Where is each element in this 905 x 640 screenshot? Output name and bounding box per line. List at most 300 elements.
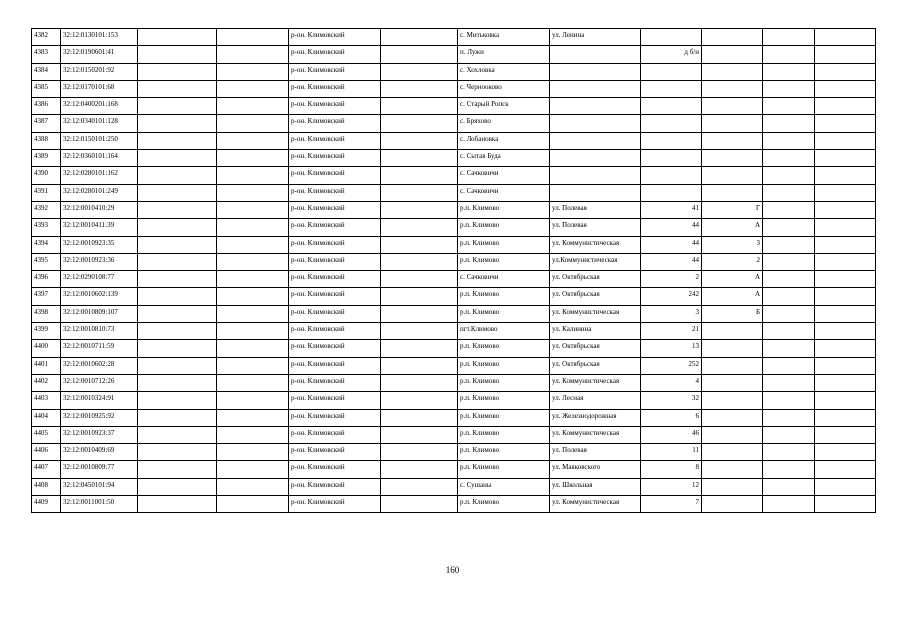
empty-cell [815, 374, 876, 391]
table-row [32, 340, 876, 357]
empty-cell [381, 305, 458, 322]
empty-cell [381, 184, 458, 201]
table-row [32, 461, 876, 478]
cadastral-number-cell: 32:12:0130101:153 [61, 29, 138, 46]
settlement-cell: с. Сачковичи [458, 167, 550, 184]
street-cell: ул.Коммунистическая [550, 253, 641, 270]
building-letter-cell [702, 29, 763, 46]
house-number-cell: 242 [641, 288, 702, 305]
table-row [32, 80, 876, 97]
empty-cell [381, 357, 458, 374]
cadastral-number-cell: 32:12:0150201:92 [61, 63, 138, 80]
house-number-cell [641, 80, 702, 97]
table-row [32, 426, 876, 443]
settlement-cell: с. Сушаны [458, 478, 550, 495]
empty-cell [381, 288, 458, 305]
empty-cell [217, 132, 289, 149]
cadastral-number-cell: 32:12:0011001:50 [61, 496, 138, 513]
table-row [32, 201, 876, 218]
empty-cell [217, 271, 289, 288]
table-row [32, 167, 876, 184]
row-number-cell: 4405 [32, 426, 61, 443]
empty-cell [381, 98, 458, 115]
empty-cell [217, 340, 289, 357]
empty-cell [815, 271, 876, 288]
empty-cell [815, 478, 876, 495]
district-cell: р-он. Климовский [289, 98, 381, 115]
empty-cell [138, 184, 217, 201]
street-cell: ул. Октябрьская [550, 288, 641, 305]
empty-cell [763, 392, 815, 409]
settlement-cell: с. Лобановка [458, 132, 550, 149]
house-number-cell: д б/н [641, 46, 702, 63]
cadastral-number-cell: 32:12:0010602:28 [61, 357, 138, 374]
building-letter-cell [702, 63, 763, 80]
district-cell: р-он. Климовский [289, 461, 381, 478]
empty-cell [217, 236, 289, 253]
cadastral-number-cell: 32:12:0010409:69 [61, 444, 138, 461]
row-number-cell: 4382 [32, 29, 61, 46]
empty-cell [217, 478, 289, 495]
building-letter-cell [702, 340, 763, 357]
settlement-cell: р.п. Климово [458, 409, 550, 426]
building-letter-cell: Б [702, 305, 763, 322]
table-row [32, 409, 876, 426]
settlement-cell: р.п. Климово [458, 340, 550, 357]
empty-cell [815, 288, 876, 305]
building-letter-cell: А [702, 219, 763, 236]
empty-cell [381, 29, 458, 46]
empty-cell [217, 150, 289, 167]
empty-cell [763, 340, 815, 357]
row-number-cell: 4403 [32, 392, 61, 409]
empty-cell [763, 98, 815, 115]
house-number-cell: 44 [641, 219, 702, 236]
district-cell: р-он. Климовский [289, 132, 381, 149]
district-cell: р-он. Климовский [289, 46, 381, 63]
table-row [32, 184, 876, 201]
empty-cell [815, 219, 876, 236]
empty-cell [381, 478, 458, 495]
cadastral-number-cell: 32:12:0340101:128 [61, 115, 138, 132]
empty-cell [217, 288, 289, 305]
street-cell [550, 80, 641, 97]
house-number-cell: 252 [641, 357, 702, 374]
row-number-cell: 4388 [32, 132, 61, 149]
row-number-cell: 4386 [32, 98, 61, 115]
house-number-cell: 44 [641, 253, 702, 270]
empty-cell [217, 219, 289, 236]
empty-cell [138, 392, 217, 409]
settlement-cell: с. Бряхово [458, 115, 550, 132]
building-letter-cell [702, 496, 763, 513]
building-letter-cell [702, 478, 763, 495]
empty-cell [217, 426, 289, 443]
house-number-cell [641, 115, 702, 132]
row-number-cell: 4398 [32, 305, 61, 322]
empty-cell [815, 340, 876, 357]
row-number-cell: 4387 [32, 115, 61, 132]
empty-cell [138, 340, 217, 357]
empty-cell [381, 496, 458, 513]
cadastral-number-cell: 32:12:0280101:162 [61, 167, 138, 184]
street-cell: ул. Октябрьская [550, 271, 641, 288]
empty-cell [381, 115, 458, 132]
empty-cell [217, 374, 289, 391]
empty-cell [815, 63, 876, 80]
district-cell: р-он. Климовский [289, 80, 381, 97]
house-number-cell: 8 [641, 461, 702, 478]
empty-cell [763, 201, 815, 218]
district-cell: р-он. Климовский [289, 426, 381, 443]
empty-cell [138, 63, 217, 80]
cadastral-number-cell: 32:12:0290108:77 [61, 271, 138, 288]
house-number-cell [641, 63, 702, 80]
empty-cell [138, 167, 217, 184]
empty-cell [381, 340, 458, 357]
row-number-cell: 4389 [32, 150, 61, 167]
row-number-cell: 4391 [32, 184, 61, 201]
district-cell: р-он. Климовский [289, 63, 381, 80]
row-number-cell: 4394 [32, 236, 61, 253]
cadastral-number-cell: 32:12:0190601:41 [61, 46, 138, 63]
empty-cell [138, 271, 217, 288]
empty-cell [815, 115, 876, 132]
table-row [32, 478, 876, 495]
district-cell: р-он. Климовский [289, 340, 381, 357]
cadastral-number-cell: 32:12:0010711:59 [61, 340, 138, 357]
empty-cell [138, 496, 217, 513]
empty-cell [381, 167, 458, 184]
empty-cell [763, 63, 815, 80]
cadastral-number-cell: 32:12:0010923:35 [61, 236, 138, 253]
row-number-cell: 4406 [32, 444, 61, 461]
empty-cell [138, 374, 217, 391]
empty-cell [217, 496, 289, 513]
row-number-cell: 4393 [32, 219, 61, 236]
settlement-cell: с. Старый Ропск [458, 98, 550, 115]
house-number-cell [641, 184, 702, 201]
house-number-cell: 11 [641, 444, 702, 461]
empty-cell [763, 496, 815, 513]
empty-cell [763, 132, 815, 149]
building-letter-cell [702, 374, 763, 391]
empty-cell [217, 392, 289, 409]
cadastral-number-cell: 32:12:0010923:36 [61, 253, 138, 270]
empty-cell [217, 115, 289, 132]
empty-cell [217, 409, 289, 426]
district-cell: р-он. Климовский [289, 115, 381, 132]
cadastral-number-cell: 32:12:0010712:26 [61, 374, 138, 391]
building-letter-cell [702, 115, 763, 132]
street-cell: ул. Полевая [550, 201, 641, 218]
street-cell: ул. Полевая [550, 219, 641, 236]
empty-cell [138, 115, 217, 132]
settlement-cell: р.п. Климово [458, 392, 550, 409]
street-cell [550, 167, 641, 184]
district-cell: р-он. Климовский [289, 271, 381, 288]
empty-cell [763, 167, 815, 184]
street-cell [550, 150, 641, 167]
building-letter-cell [702, 184, 763, 201]
house-number-cell [641, 132, 702, 149]
row-number-cell: 4395 [32, 253, 61, 270]
cadastral-number-cell: 32:12:0010411:39 [61, 219, 138, 236]
building-letter-cell [702, 323, 763, 340]
empty-cell [381, 271, 458, 288]
district-cell: р-он. Климовский [289, 323, 381, 340]
empty-cell [217, 46, 289, 63]
district-cell: р-он. Климовский [289, 478, 381, 495]
empty-cell [138, 253, 217, 270]
empty-cell [815, 496, 876, 513]
empty-cell [763, 219, 815, 236]
cadastral-number-cell: 32:12:0450101:94 [61, 478, 138, 495]
row-number-cell: 4408 [32, 478, 61, 495]
empty-cell [763, 426, 815, 443]
district-cell: р-он. Климовский [289, 253, 381, 270]
building-letter-cell [702, 357, 763, 374]
empty-cell [381, 132, 458, 149]
house-number-cell: 2 [641, 271, 702, 288]
cadastral-number-cell: 32:12:0010324:91 [61, 392, 138, 409]
table-row [32, 496, 876, 513]
empty-cell [381, 392, 458, 409]
house-number-cell [641, 98, 702, 115]
street-cell [550, 184, 641, 201]
empty-cell [217, 253, 289, 270]
street-cell: ул. Коммунистическая [550, 305, 641, 322]
table-row [32, 444, 876, 461]
empty-cell [138, 426, 217, 443]
table-row [32, 253, 876, 270]
building-letter-cell: 2 [702, 253, 763, 270]
cadastral-number-cell: 32:12:0010809:77 [61, 461, 138, 478]
district-cell: р-он. Климовский [289, 219, 381, 236]
house-number-cell: 21 [641, 323, 702, 340]
row-number-cell: 4401 [32, 357, 61, 374]
settlement-cell: с. Сачковичи [458, 271, 550, 288]
empty-cell [217, 63, 289, 80]
empty-cell [763, 184, 815, 201]
empty-cell [381, 80, 458, 97]
table-row [32, 150, 876, 167]
row-number-cell: 4384 [32, 63, 61, 80]
settlement-cell: р.п. Климово [458, 357, 550, 374]
cadastral-number-cell: 32:12:0010809:107 [61, 305, 138, 322]
settlement-cell: с. Сачковичи [458, 184, 550, 201]
table-row [32, 305, 876, 322]
cadastral-number-cell: 32:12:0010410:29 [61, 201, 138, 218]
settlement-cell: р.п. Климово [458, 305, 550, 322]
empty-cell [763, 29, 815, 46]
house-number-cell: 4 [641, 374, 702, 391]
row-number-cell: 4404 [32, 409, 61, 426]
house-number-cell: 41 [641, 201, 702, 218]
settlement-cell: с. Митьковка [458, 29, 550, 46]
table-row [32, 357, 876, 374]
settlement-cell: с. Чернооково [458, 80, 550, 97]
street-cell: ул. Октябрьская [550, 357, 641, 374]
empty-cell [217, 80, 289, 97]
empty-cell [381, 323, 458, 340]
house-number-cell [641, 150, 702, 167]
empty-cell [763, 323, 815, 340]
empty-cell [138, 305, 217, 322]
building-letter-cell [702, 392, 763, 409]
empty-cell [138, 323, 217, 340]
empty-cell [815, 409, 876, 426]
cadastral-number-cell: 32:12:0010602:139 [61, 288, 138, 305]
cadastral-number-cell: 32:12:0170101:68 [61, 80, 138, 97]
empty-cell [381, 461, 458, 478]
table-row [32, 29, 876, 46]
empty-cell [763, 236, 815, 253]
building-letter-cell [702, 444, 763, 461]
table-row [32, 236, 876, 253]
empty-cell [815, 253, 876, 270]
street-cell: ул. Железнодорожная [550, 409, 641, 426]
empty-cell [138, 236, 217, 253]
house-number-cell: 13 [641, 340, 702, 357]
empty-cell [815, 29, 876, 46]
table-row [32, 288, 876, 305]
empty-cell [815, 46, 876, 63]
street-cell [550, 98, 641, 115]
row-number-cell: 4396 [32, 271, 61, 288]
house-number-cell: 3 [641, 305, 702, 322]
building-letter-cell [702, 98, 763, 115]
empty-cell [815, 150, 876, 167]
settlement-cell: р.п. Климово [458, 236, 550, 253]
cadastral-number-cell: 32:12:0360101:164 [61, 150, 138, 167]
settlement-cell: р.п. Климово [458, 444, 550, 461]
empty-cell [815, 201, 876, 218]
empty-cell [217, 305, 289, 322]
empty-cell [138, 288, 217, 305]
house-number-cell [641, 29, 702, 46]
row-number-cell: 4399 [32, 323, 61, 340]
street-cell [550, 63, 641, 80]
registry-table-body [32, 29, 876, 513]
empty-cell [138, 478, 217, 495]
empty-cell [763, 253, 815, 270]
empty-cell [815, 80, 876, 97]
empty-cell [815, 461, 876, 478]
row-number-cell: 4385 [32, 80, 61, 97]
house-number-cell: 44 [641, 236, 702, 253]
registry-table [31, 28, 876, 513]
table-row [32, 323, 876, 340]
empty-cell [138, 150, 217, 167]
empty-cell [815, 184, 876, 201]
building-letter-cell [702, 426, 763, 443]
cadastral-number-cell: 32:12:0400201:168 [61, 98, 138, 115]
empty-cell [217, 461, 289, 478]
table-row [32, 271, 876, 288]
table-row [32, 219, 876, 236]
empty-cell [381, 150, 458, 167]
table-row [32, 46, 876, 63]
settlement-cell: р.п. Климово [458, 201, 550, 218]
district-cell: р-он. Климовский [289, 201, 381, 218]
building-letter-cell [702, 150, 763, 167]
street-cell: ул. Школьная [550, 478, 641, 495]
empty-cell [138, 357, 217, 374]
cadastral-number-cell: 32:12:0150101:250 [61, 132, 138, 149]
empty-cell [763, 288, 815, 305]
empty-cell [381, 46, 458, 63]
building-letter-cell [702, 167, 763, 184]
row-number-cell: 4409 [32, 496, 61, 513]
building-letter-cell [702, 409, 763, 426]
settlement-cell: р.п. Климово [458, 219, 550, 236]
empty-cell [217, 444, 289, 461]
settlement-cell: р.п. Климово [458, 288, 550, 305]
table-row [32, 115, 876, 132]
empty-cell [381, 201, 458, 218]
empty-cell [217, 357, 289, 374]
empty-cell [138, 46, 217, 63]
district-cell: р-он. Климовский [289, 496, 381, 513]
house-number-cell: 6 [641, 409, 702, 426]
row-number-cell: 4383 [32, 46, 61, 63]
table-row [32, 392, 876, 409]
settlement-cell: р.п. Климово [458, 426, 550, 443]
settlement-cell: пгт.Климово [458, 323, 550, 340]
empty-cell [763, 461, 815, 478]
building-letter-cell: Г [702, 201, 763, 218]
street-cell: ул. Маяковского [550, 461, 641, 478]
building-letter-cell [702, 461, 763, 478]
settlement-cell: р.п. Климово [458, 253, 550, 270]
settlement-cell: р.п. Климово [458, 496, 550, 513]
building-letter-cell: 3 [702, 236, 763, 253]
house-number-cell: 46 [641, 426, 702, 443]
empty-cell [815, 132, 876, 149]
street-cell: ул. Коммунистическая [550, 236, 641, 253]
empty-cell [815, 392, 876, 409]
street-cell [550, 46, 641, 63]
row-number-cell: 4400 [32, 340, 61, 357]
empty-cell [138, 80, 217, 97]
house-number-cell: 32 [641, 392, 702, 409]
district-cell: р-он. Климовский [289, 29, 381, 46]
empty-cell [138, 98, 217, 115]
empty-cell [815, 98, 876, 115]
empty-cell [763, 374, 815, 391]
district-cell: р-он. Климовский [289, 184, 381, 201]
empty-cell [138, 444, 217, 461]
empty-cell [763, 46, 815, 63]
building-letter-cell [702, 132, 763, 149]
cadastral-number-cell: 32:12:0010925:92 [61, 409, 138, 426]
district-cell: р-он. Климовский [289, 236, 381, 253]
empty-cell [217, 29, 289, 46]
empty-cell [815, 167, 876, 184]
table-row [32, 374, 876, 391]
settlement-cell: р.п. Климово [458, 461, 550, 478]
row-number-cell: 4390 [32, 167, 61, 184]
empty-cell [138, 461, 217, 478]
empty-cell [381, 253, 458, 270]
empty-cell [381, 219, 458, 236]
district-cell: р-он. Климовский [289, 409, 381, 426]
house-number-cell: 12 [641, 478, 702, 495]
empty-cell [815, 236, 876, 253]
house-number-cell [641, 167, 702, 184]
row-number-cell: 4397 [32, 288, 61, 305]
